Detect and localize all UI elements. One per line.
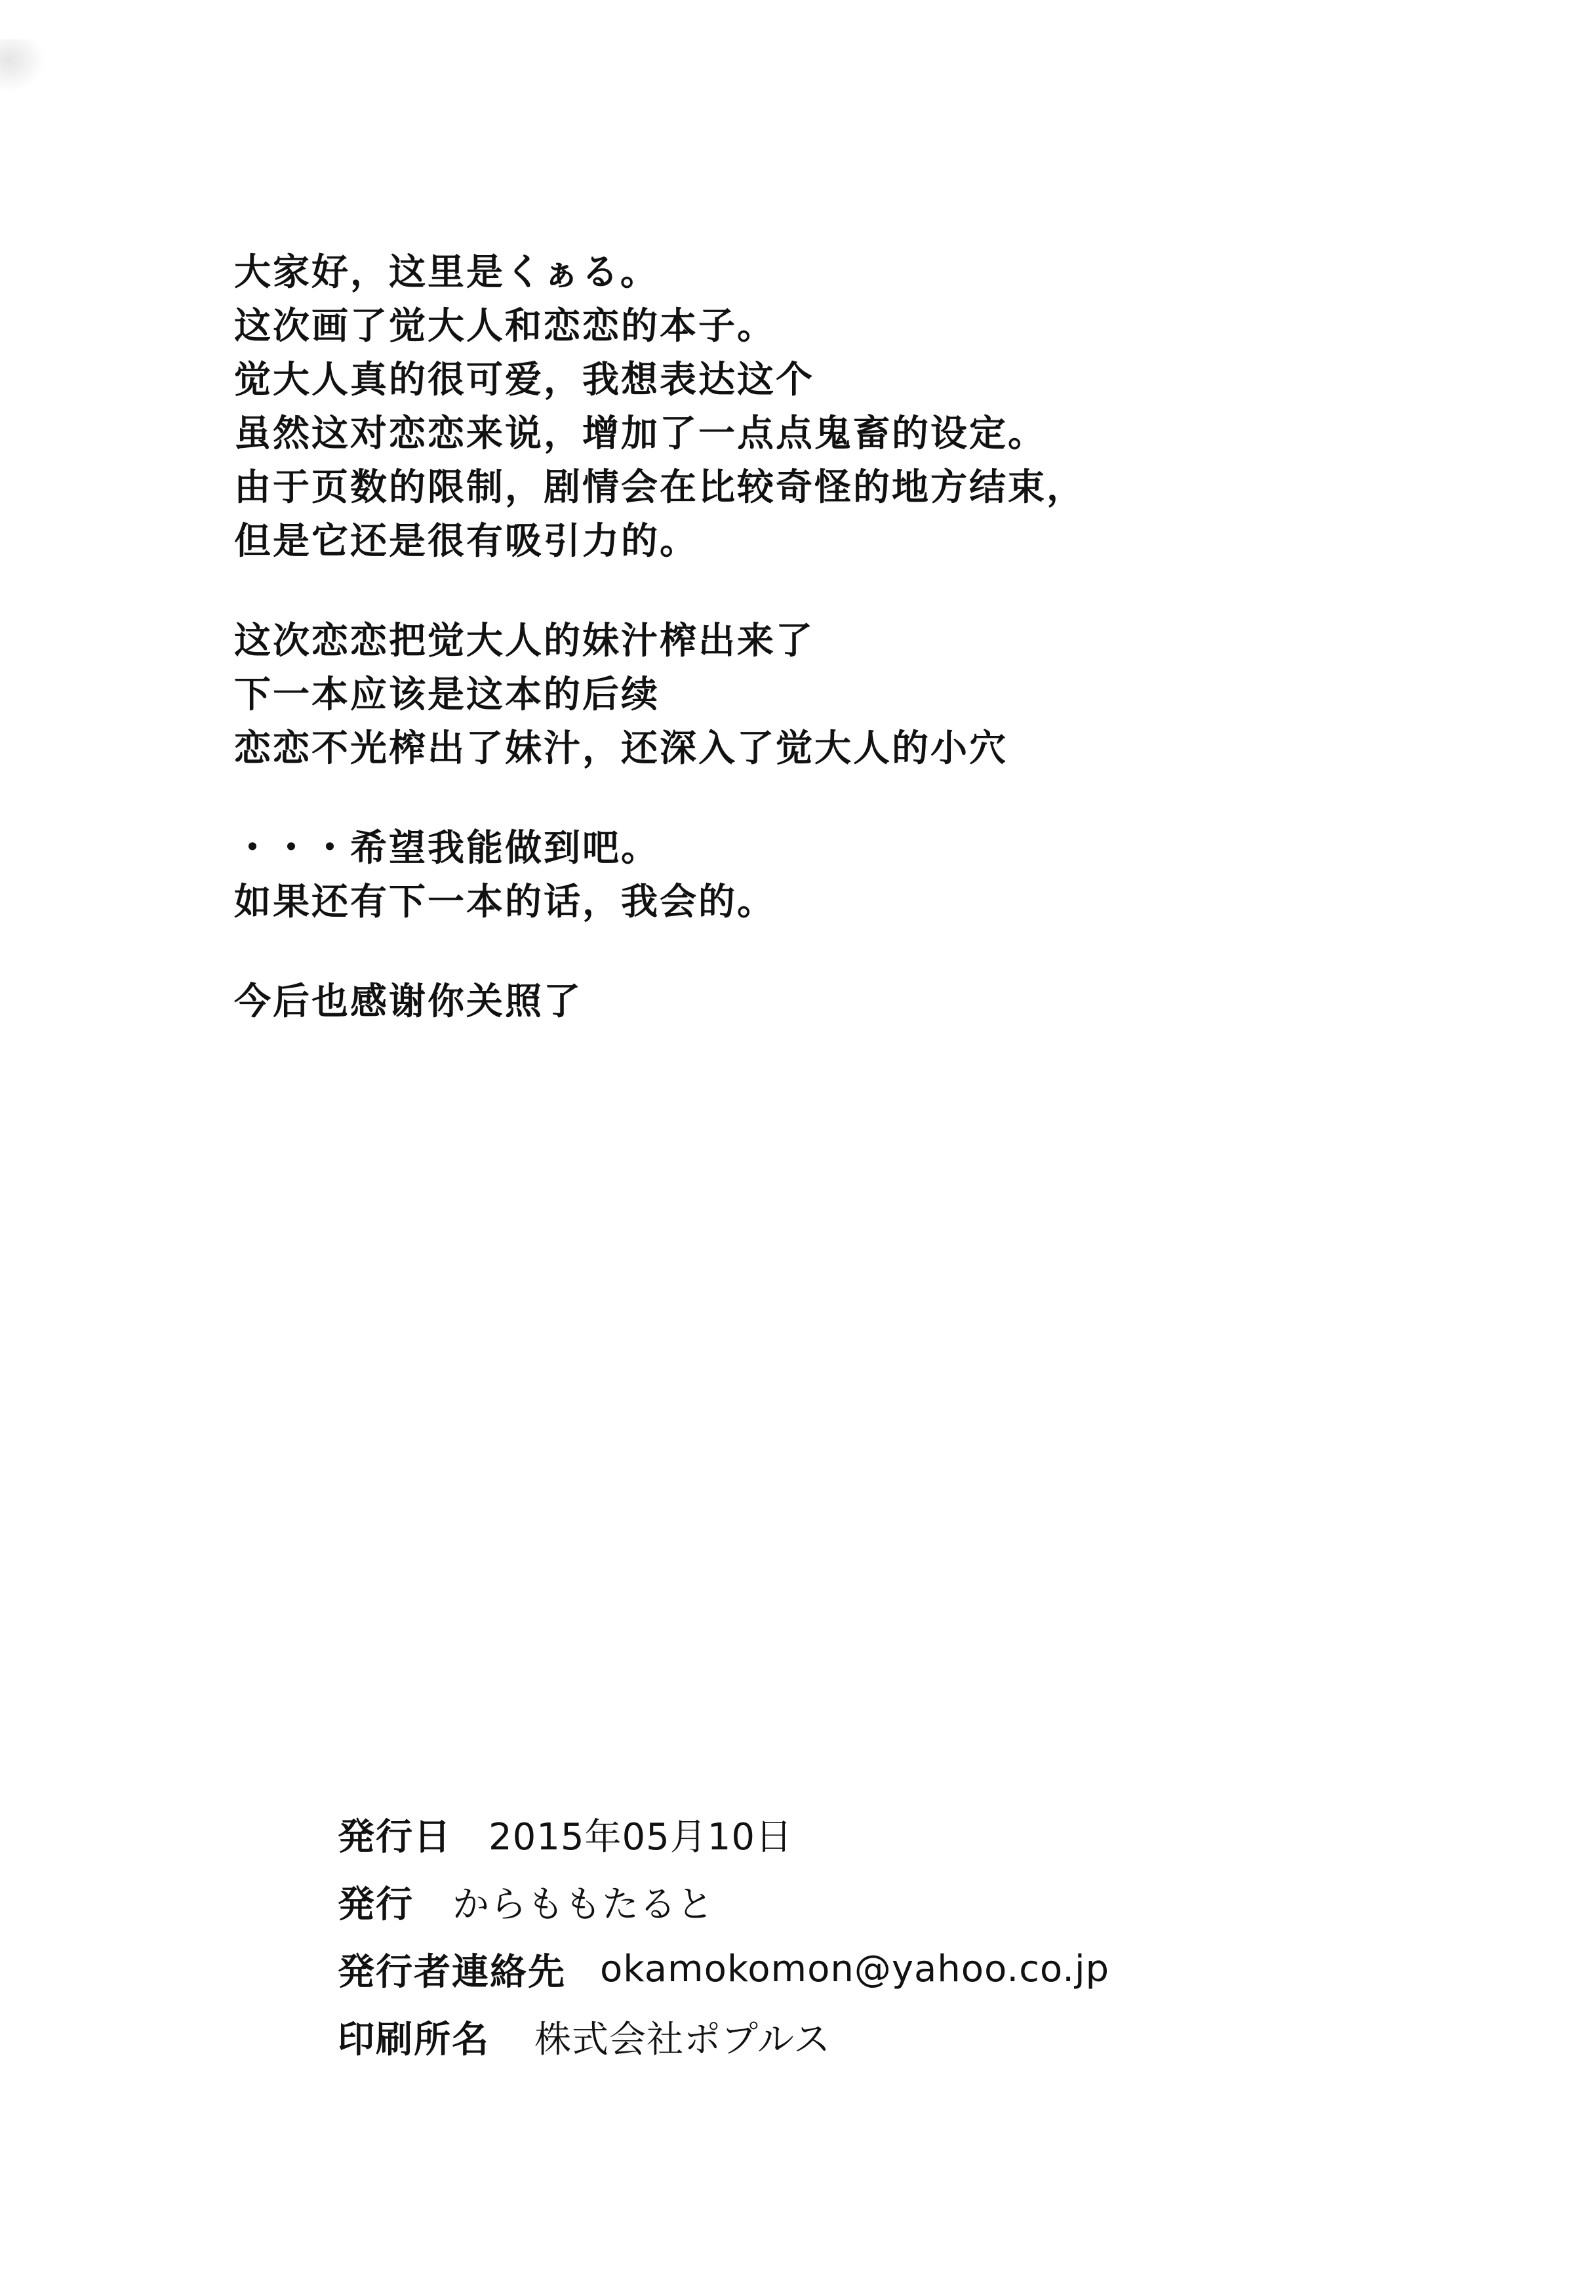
afterword-line: 大家好，这里是くぁる。 <box>234 251 659 294</box>
paragraph-gap <box>234 929 1414 975</box>
contact-email: okamokomon@yahoo.co.jp <box>600 1948 1110 1990</box>
afterword-line: 由于页数的限制，剧情会在比较奇怪的地方结束， <box>234 466 1085 509</box>
colophon-contact-row <box>338 1935 1452 2003</box>
afterword-line: 这次画了觉大人和恋恋的本子。 <box>234 305 776 348</box>
paragraph-gap <box>234 776 1414 822</box>
date-value: 2015年05月10日 <box>489 1815 793 1859</box>
afterword-line: 下一本应该是这本的后续 <box>234 674 660 716</box>
publisher-label: 発行 <box>338 1883 414 1926</box>
afterword-line: ・・・希望我能做到吧。 <box>234 827 660 870</box>
colophon-date-row <box>338 1800 1452 1868</box>
printer-label: 印刷所名 <box>338 2018 490 2061</box>
afterword-line: 如果还有下一本的话，我会的。 <box>234 881 776 923</box>
contact-label: 発行者連絡先 <box>338 1950 566 1994</box>
afterword-line: 虽然这对恋恋来说，增加了一点点鬼畜的设定。 <box>234 413 1047 455</box>
afterword-line: 今后也感谢你关照了 <box>234 980 582 1023</box>
afterword-line: 但是它还是很有吸引力的。 <box>234 520 698 563</box>
colophon-printer-row <box>338 2003 1452 2070</box>
colophon-publisher-row <box>338 1868 1452 1935</box>
paragraph-gap <box>234 569 1414 614</box>
printer-value: 株式会社ポプルス <box>534 2018 831 2061</box>
afterword-line: 这次恋恋把觉大人的妹汁榨出来了 <box>234 620 814 662</box>
publisher-value: からももたると <box>452 1883 714 1926</box>
afterword-text <box>234 246 1414 1029</box>
afterword-line: 觉大人真的很可爱，我想表达这个 <box>234 359 814 401</box>
afterword-line: 恋恋不光榨出了妹汁，还深入了觉大人的小穴 <box>234 727 1008 770</box>
colophon <box>338 1800 1452 2070</box>
date-label: 発行日 <box>338 1815 452 1859</box>
scan-smudge <box>0 39 46 92</box>
